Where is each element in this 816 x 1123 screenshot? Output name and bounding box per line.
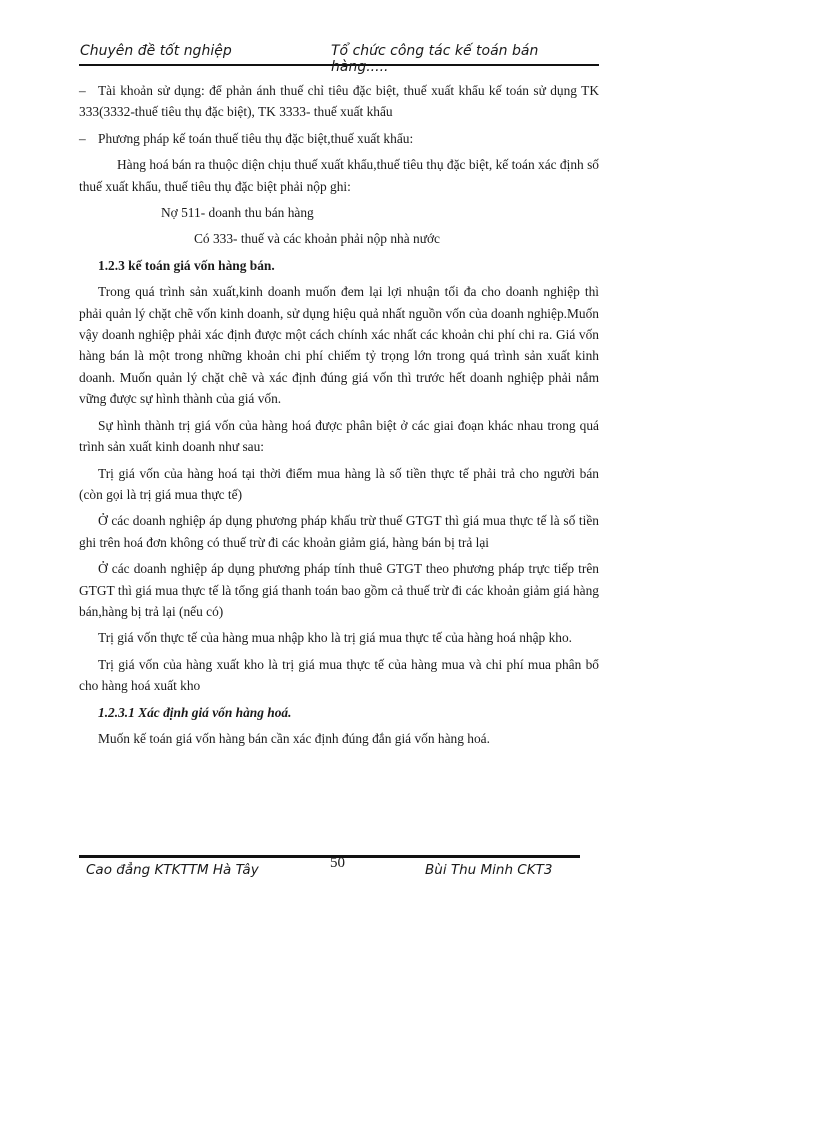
paragraph-method: – Phương pháp kế toán thuế tiêu thụ đặc biệt,thuế xuất khẩu:	[79, 128, 599, 149]
dash-bullet: –	[79, 130, 86, 146]
paragraph-cost-exported: Trị giá vốn của hàng xuất kho là trị giá mua thực tế của hàng mua và chi phí mua phân bổ cho hàng hoá xuất kho	[79, 656, 599, 694]
page-number: 50	[330, 855, 345, 871]
footer-school: Cao đẳng KTKTTM Hà Tây	[86, 862, 259, 878]
paragraph-cost-imported: Trị giá vốn thực tế của hàng mua nhập kho là trị giá mua thực tế của hàng hoá nhập kho.	[98, 630, 573, 646]
paragraph-cost-formation: Sự hình thành trị giá vốn của hàng hoá được phân biệt ở các giai đoạn khác nhau trong quá trình sản xuất kinh doanh như sau:	[79, 417, 599, 455]
paragraph-cost-at-purchase: Trị giá vốn của hàng hoá tại thời điểm mua hàng là số tiền thực tế phải trả cho người bán (còn gọi là trị giá mua thực tế)	[79, 465, 599, 502]
paragraph-direct-method: Ở các doanh nghiệp áp dụng phương pháp tính thuê GTGT theo phương pháp trực tiếp trên GTGT thì giá mua thực tế là tổng giá thanh toán bao gồm cả thuế trừ đi các khoản giảm giá hàng bán,hàng bị trả lại (nếu có)	[79, 561, 599, 619]
journal-entry-debit: Nợ 511- doanh thu bán hàng	[161, 205, 314, 221]
section-heading-1-2-3: 1.2.3 kế toán giá vốn hàng bán.	[98, 257, 275, 273]
header-left-title: Chuyên đề tốt nghiệp	[80, 43, 232, 59]
paragraph-deduction-method: Ở các doanh nghiệp áp dụng phương pháp khấu trừ thuế GTGT thì giá mua thực tế là số tiền ghi trên hoá đơn không có thuế trừ đi các khoản giảm giá, hàng bán bị trả lại	[79, 513, 599, 550]
journal-entry-credit: Có 333- thuế và các khoản phải nộp nhà nước	[194, 231, 441, 247]
dash-bullet: –	[79, 83, 86, 98]
document-body	[79, 80, 599, 754]
paragraph-account-used: – Tài khoản sử dụng: để phản ánh thuế chỉ tiêu đặc biệt, thuế xuất khẩu kế toán sử dụng TK 333(3332-thuế tiêu thụ đặc biệt), TK 3333- thuế xuất khẩu	[79, 80, 599, 123]
paragraph-goods-sold: Hàng hoá bán ra thuộc diện chịu thuế xuất khẩu,thuế tiêu thụ đặc biệt, kế toán xác định số thuế xuất khẩu, thuế tiêu thụ đặc biệt phải nộp ghi:	[79, 157, 599, 194]
header-right-title: Tổ chức công tác kế toán bán hàng.....	[331, 43, 539, 75]
paragraph-cost-intro: Trong quá trình sản xuất,kinh doanh muốn đem lại lợi nhuận tối đa cho doanh nghiệp thì phải quản lý chặt chẽ vốn kinh doanh, sử dụng hiệu quả nhất nguồn vốn của doanh nghiệp.Muốn vậy doanh nghiệp phải xác định được một cách chính xác nhất các khoản chi phí chi ra. Giá vốn hàng bán là một trong những khoản chi phí chiếm tỷ trọng lớn trong quá trình sản xuất kinh doanh. Muốn quản lý chặt chẽ và xác định đúng giá vốn thì trước hết doanh nghiệp phải nắm vững được sự hình thành của giá vốn.	[79, 284, 599, 407]
footer-author: Bùi Thu Minh CKT3	[425, 862, 553, 878]
section-heading-1-2-3-1: 1.2.3.1 Xác định giá vốn hàng hoá.	[98, 704, 292, 720]
paragraph-closing: Muốn kế toán giá vốn hàng bán cần xác định đúng đắn giá vốn hàng hoá.	[98, 730, 490, 746]
page-header	[79, 40, 599, 75]
